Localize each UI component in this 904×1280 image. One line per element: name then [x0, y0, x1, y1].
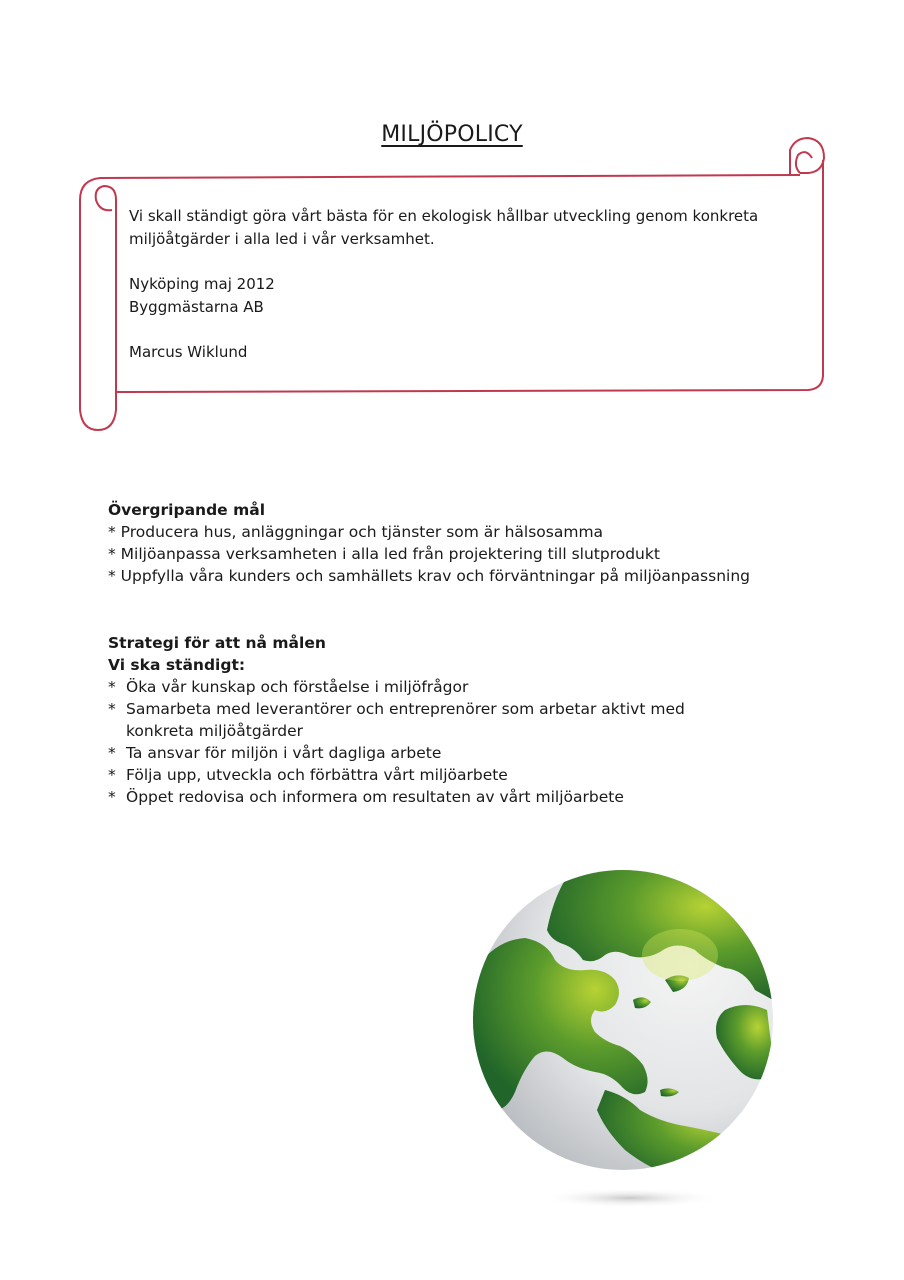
signatory-name: Marcus Wiklund [129, 343, 248, 361]
strategy-section [108, 632, 808, 808]
goal-item: * Uppfylla våra kunders och samhällets krav och förväntningar på miljöanpassning [108, 567, 750, 585]
strategy-item-text: Öppet redovisa och informera om resultaten av vårt miljöarbete [126, 788, 624, 806]
strategy-item [108, 698, 808, 742]
bullet: * [108, 788, 116, 806]
strategy-item-text: Följa upp, utveckla och förbättra vårt miljöarbete [126, 766, 508, 784]
goals-section [108, 499, 808, 587]
goals-heading: Övergripande mål [108, 501, 266, 519]
strategy-item [108, 742, 808, 764]
bullet: * [108, 700, 116, 718]
page-title: MILJÖPOLICY [381, 122, 523, 147]
bullet: * [108, 678, 116, 696]
policy-statement: Vi skall ständigt göra vårt bästa för en ekologisk hållbar utveckling genom konkreta miljöåtgärder i alla led i vår verksamhet. [129, 207, 759, 248]
bullet: * [108, 766, 116, 784]
strategy-subheading: Vi ska ständigt: [108, 656, 246, 674]
strategy-item-text: Öka vår kunskap och förståelse i miljöfrågor [126, 678, 469, 696]
earth-globe-icon [455, 860, 795, 1220]
strategy-item [108, 786, 808, 808]
company-name: Byggmästarna AB [129, 298, 264, 316]
strategy-heading: Strategi för att nå målen [108, 634, 326, 652]
goal-item: * Producera hus, anläggningar och tjänster som är hälsosamma [108, 523, 604, 541]
strategy-item-text: Ta ansvar för miljön i vårt dagliga arbete [126, 744, 442, 762]
place-date: Nyköping maj 2012 [129, 275, 275, 293]
scroll-content [129, 205, 769, 364]
strategy-item-text: Samarbeta med leverantörer och entreprenörer som arbetar aktivt med konkreta miljöåtgärder [126, 700, 685, 740]
goal-item: * Miljöanpassa verksamheten i alla led från projektering till slutprodukt [108, 545, 660, 563]
bullet: * [108, 744, 116, 762]
strategy-item [108, 764, 808, 786]
strategy-item [108, 676, 808, 698]
